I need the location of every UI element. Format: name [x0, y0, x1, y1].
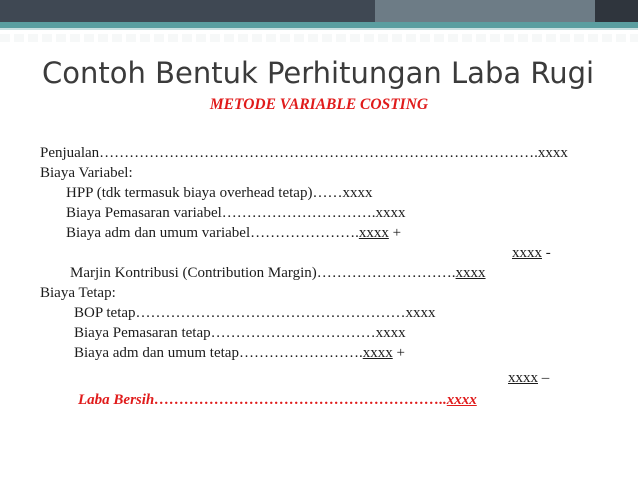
line-pemasaran-tetap: Biaya Pemasaran tetap……………………………xxxx	[74, 325, 406, 341]
subtotal-variabel-amount: xxxx	[512, 245, 542, 261]
adm-variabel-label: Biaya adm dan umum variabel………………….	[66, 225, 359, 241]
line-hpp: HPP (tdk termasuk biaya overhead tetap)……xxxx	[66, 185, 373, 201]
header-pattern	[0, 34, 638, 42]
line-pemasaran-variabel: Biaya Pemasaran variabel………………………….xxxx	[66, 205, 406, 221]
marjin-amount: xxxx	[455, 265, 486, 281]
adm-variabel-amount: xxxx	[358, 225, 389, 241]
adm-tetap-label: Biaya adm dan umum tetap…………………….	[74, 345, 363, 361]
adm-tetap-amount: xxxx	[362, 345, 393, 361]
subtotal-tetap-amount: xxxx	[508, 370, 538, 386]
line-adm-variabel	[66, 223, 401, 243]
header-stripe-light	[0, 28, 638, 30]
line-laba-bersih	[78, 390, 477, 410]
line-subtotal-variabel	[512, 243, 551, 263]
slide-subtitle: METODE VARIABLE COSTING	[209, 96, 429, 113]
line-biaya-variabel: Biaya Variabel:	[40, 165, 133, 181]
marjin-label: Marjin Kontribusi (Contribution Margin)……………………….	[70, 265, 456, 281]
adm-tetap-operator: +	[392, 345, 405, 361]
line-penjualan: Penjualan…………………………………………………………………………….xxxx	[40, 145, 568, 161]
slide-title: Contoh Bentuk Perhitungan Laba Rugi	[42, 56, 595, 90]
line-bop-tetap: BOP tetap………………………………………………xxxx	[74, 305, 436, 321]
header-bar-end	[595, 0, 638, 22]
subtotal-variabel-operator: -	[542, 245, 551, 261]
line-adm-tetap	[74, 343, 405, 363]
subtotal-tetap-operator: –	[538, 370, 550, 386]
laba-bersih-amount: xxxx	[446, 392, 477, 408]
line-subtotal-tetap	[508, 368, 549, 388]
slide-header-bar	[0, 0, 638, 22]
line-marjin-kontribusi	[70, 263, 486, 283]
adm-variabel-operator: +	[388, 225, 402, 241]
line-biaya-tetap: Biaya Tetap:	[40, 285, 116, 301]
header-bar-accent	[375, 0, 595, 22]
laba-bersih-label: Laba Bersih…………………………………………………..	[78, 392, 447, 408]
